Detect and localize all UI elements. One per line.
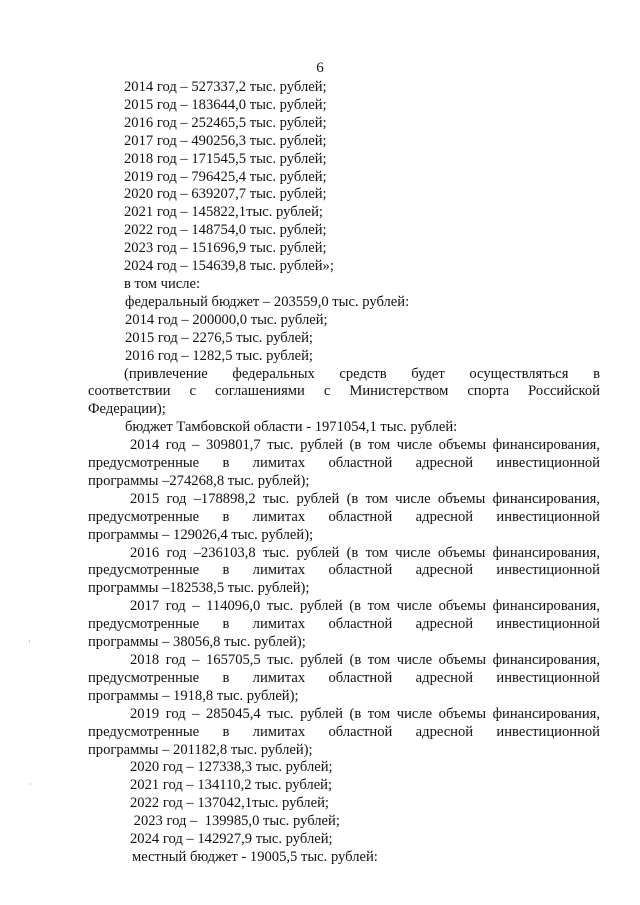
regional-later-year-line: 2022 год – 137042,1тыс. рублей; [130, 795, 329, 812]
regional-year-paragraph [88, 545, 600, 599]
total-year-line: 2019 год – 796425,4 тыс. рублей; [124, 168, 327, 185]
total-year-line: 2018 год – 171545,5 тыс. рублей; [124, 150, 327, 167]
regional-year-first-line: 2018 год – 165705,5 тыс. рублей (в том числе объемы финансирования, [130, 652, 600, 668]
regional-year-mid-line: предусмотренные в лимитах областной адресной инвестиционной [88, 455, 600, 472]
local-budget-total: местный бюджет - 19005,5 тыс. рублей: [132, 848, 378, 865]
scan-artifact [29, 640, 30, 643]
regional-later-year-line: 2023 год – 139985,0 тыс. рублей; [130, 813, 340, 830]
total-year-line: 2015 год – 183644,0 тыс. рублей; [124, 96, 327, 113]
total-year-line: 2023 год – 151696,9 тыс. рублей; [124, 240, 327, 257]
federal-budget-total: федеральный бюджет – 203559,0 тыс. рублей: [125, 293, 410, 310]
regional-year-first-line: 2016 год –236103,8 тыс. рублей (в том числе объемы финансирования, [130, 544, 600, 561]
total-year-line: 2014 год – 527337,2 тыс. рублей; [124, 79, 327, 95]
regional-year-mid-line: предусмотренные в лимитах областной адресной инвестиционной [88, 616, 600, 633]
regional-budget-total: бюджет Тамбовской области - 1971054,1 тыс. рублей: [125, 419, 458, 436]
regional-year-last-line: программы – 38056,8 тыс. рублей); [88, 634, 306, 651]
total-year-line: 2021 год – 145822,1тыс. рублей; [124, 204, 323, 221]
regional-year-paragraph [88, 652, 600, 706]
scan-artifact [30, 783, 31, 785]
total-year-line: 2020 год – 639207,7 тыс. рублей; [124, 186, 327, 203]
regional-year-first-line: 2014 год – 309801,7 тыс. рублей (в том числе объемы финансирования, [130, 437, 600, 454]
federal-note [88, 366, 600, 420]
regional-year-paragraph [88, 437, 600, 491]
federal-note-line: (привлечение федеральных средств будет осуществляться в [124, 365, 600, 382]
regional-year-last-line: программы – 129026,4 тыс. рублей); [88, 526, 314, 543]
page-number: 6 [316, 60, 324, 76]
total-year-line: 2024 год – 154639,8 тыс. рублей»; [124, 258, 334, 275]
federal-note-line: Федерации); [88, 401, 166, 418]
total-year-line: 2017 год – 490256,3 тыс. рублей; [124, 132, 327, 149]
total-year-line: 2022 год – 148754,0 тыс. рублей; [124, 222, 327, 239]
regional-year-last-line: программы –182538,5 тыс. рублей); [88, 580, 310, 597]
document-body [88, 79, 600, 867]
regional-year-paragraph [88, 706, 600, 760]
regional-year-paragraph [88, 491, 600, 545]
regional-year-paragraph [88, 598, 600, 652]
regional-year-mid-line: предусмотренные в лимитах областной адресной инвестиционной [88, 562, 600, 579]
regional-year-mid-line: предусмотренные в лимитах областной адресной инвестиционной [88, 669, 600, 686]
regional-year-mid-line: предусмотренные в лимитах областной адресной инвестиционной [88, 508, 600, 525]
regional-year-last-line: программы – 201182,8 тыс. рублей); [88, 741, 313, 758]
regional-later-year-line: 2020 год – 127338,3 тыс. рублей; [130, 759, 333, 776]
regional-year-first-line: 2015 год –178898,2 тыс. рублей (в том числе объемы финансирования, [130, 490, 600, 507]
regional-year-first-line: 2017 год – 114096,0 тыс. рублей (в том числе объемы финансирования, [130, 598, 600, 615]
regional-year-last-line: программы – 1918,8 тыс. рублей); [88, 687, 299, 704]
federal-note-line: соответствии с соглашениями с Министерством спорта Российской [88, 383, 600, 400]
federal-year-line: 2015 год – 2276,5 тыс. рублей; [125, 329, 313, 346]
federal-year-line: 2014 год – 200000,0 тыс. рублей; [125, 311, 328, 328]
regional-year-first-line: 2019 год – 285045,4 тыс. рублей (в том числе объемы финансирования, [130, 705, 600, 722]
regional-later-year-line: 2021 год – 134110,2 тыс. рублей; [130, 777, 333, 794]
total-year-line: 2016 год – 252465,5 тыс. рублей; [124, 114, 327, 131]
including-label: в том числе: [124, 275, 201, 292]
federal-year-line: 2016 год – 1282,5 тыс. рублей; [125, 347, 313, 364]
regional-later-year-line: 2024 год – 142927,9 тыс. рублей; [130, 831, 333, 848]
regional-year-mid-line: предусмотренные в лимитах областной адресной инвестиционной [88, 723, 600, 740]
regional-year-last-line: программы –274268,8 тыс. рублей); [88, 472, 310, 489]
